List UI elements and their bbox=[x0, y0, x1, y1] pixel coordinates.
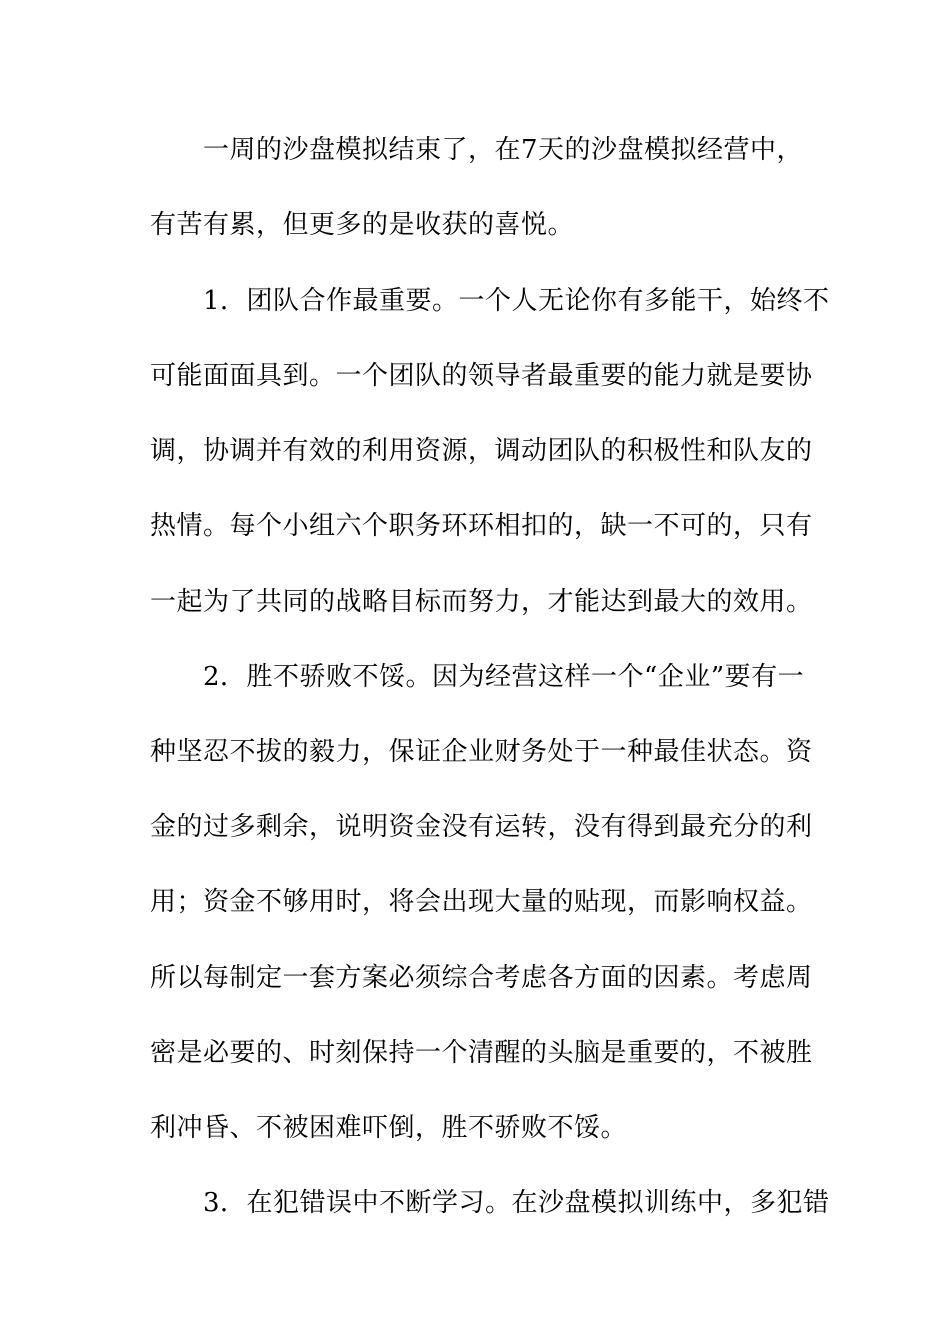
paragraph-3-heading-line: 3．在犯错误中不断学习。在沙盘模拟训练中，多犯错 bbox=[203, 1188, 830, 1218]
text-line: 金的过多剩余，说明资金没有运转，没有得到最充分的利 bbox=[150, 812, 813, 842]
text-line: 密是必要的、时刻保持一个清醒的头脑是重要的，不被胜 bbox=[150, 1038, 813, 1068]
text-line: 所以每制定一套方案必须综合考虑各方面的因素。考虑周 bbox=[150, 963, 813, 993]
text-line: 用；资金不够用时，将会出现大量的贴现，而影响权益。 bbox=[150, 887, 813, 917]
text-line: 种坚忍不拔的毅力，保证企业财务处于一种最佳状态。资 bbox=[150, 737, 813, 767]
text-line: 热情。每个小组六个职务环环相扣的，缺一不可的，只有 bbox=[150, 511, 813, 541]
paragraph-1-heading-line: 1．团队合作最重要。一个人无论你有多能干，始终不 bbox=[203, 286, 830, 316]
text-line: 调，协调并有效的利用资源，调动团队的积极性和队友的 bbox=[150, 436, 813, 466]
text-line: 一周的沙盘模拟结束了，在7天的沙盘模拟经营中， bbox=[203, 135, 804, 165]
text-line: 一起为了共同的战略目标而努力，才能达到最大的效用。 bbox=[150, 587, 813, 617]
text-line: 有苦有累，但更多的是收获的喜悦。 bbox=[150, 210, 575, 240]
paragraph-2-heading-line: 2．胜不骄败不馁。因为经营这样一个“企业”要有一 bbox=[203, 662, 805, 692]
text-line: 利冲昏、不被困难吓倒，胜不骄败不馁。 bbox=[150, 1113, 628, 1143]
text-line: 可能面面具到。一个团队的领导者最重要的能力就是要协 bbox=[150, 361, 813, 391]
